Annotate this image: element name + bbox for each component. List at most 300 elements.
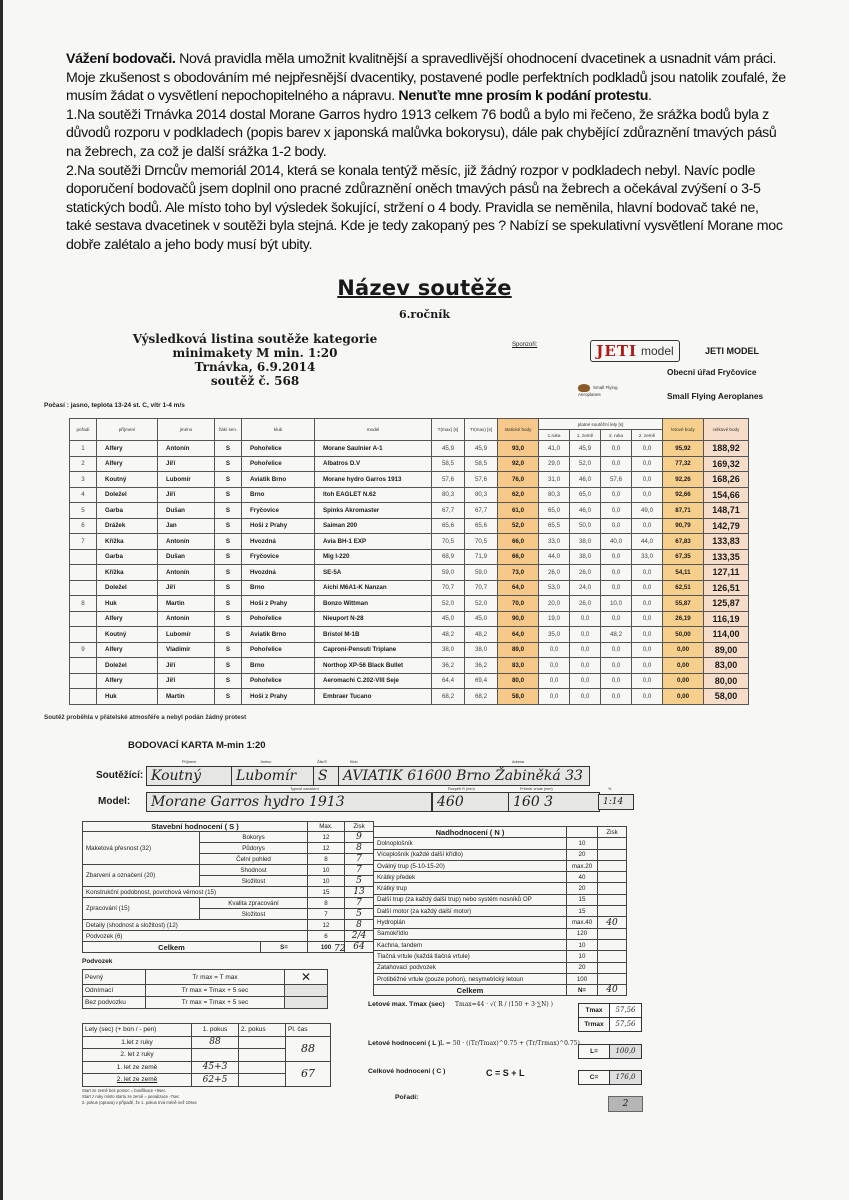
- bonus-row: Samokřídlo 120: [374, 928, 627, 939]
- result-cell: Jiří: [158, 487, 215, 503]
- result-cell: 57,6: [465, 472, 498, 488]
- result-cell: 48,2: [601, 627, 632, 643]
- result-cell: 70,5: [465, 534, 498, 550]
- result-cell: 125,87: [704, 596, 749, 612]
- result-cell: 38,0: [465, 642, 498, 658]
- static-gain-field[interactable]: 7: [345, 898, 374, 909]
- result-cell: Vladimír: [158, 642, 215, 658]
- result-row: [70, 549, 749, 565]
- result-cell: 76,0: [498, 472, 539, 488]
- flight-try2-field[interactable]: [239, 1061, 286, 1074]
- bonus-total-row: Celkem N= 40: [374, 985, 627, 996]
- result-cell: 70,7: [465, 580, 498, 596]
- result-cell: 0,0: [632, 642, 663, 658]
- result-cell: Jiří: [158, 580, 215, 596]
- result-cell: 0,0: [632, 627, 663, 643]
- result-cell: S: [215, 456, 242, 472]
- result-cell: 57,6: [432, 472, 465, 488]
- static-row: Konstrukční podobnost, povrchová věrnost (15) 15 13: [83, 887, 374, 898]
- result-cell: Hoši z Prahy: [242, 596, 315, 612]
- result-cell: 0,00: [663, 642, 704, 658]
- result-cell: Alfery: [97, 611, 158, 627]
- result-cell: 0,0: [539, 673, 570, 689]
- static-gain-field[interactable]: 7: [345, 865, 374, 876]
- bonus-total-field[interactable]: 40: [598, 985, 627, 996]
- result-cell: Lubomír: [158, 472, 215, 488]
- result-cell: Koutný: [97, 472, 158, 488]
- bonus-gain-field[interactable]: [598, 928, 627, 939]
- result-cell: Huk: [97, 596, 158, 612]
- undercarriage-checkbox[interactable]: [285, 997, 328, 1009]
- static-gain-field[interactable]: 2/4: [345, 931, 374, 942]
- result-cell: 52,0: [465, 596, 498, 612]
- result-cell: 0,0: [601, 518, 632, 534]
- result-cell: Jiří: [158, 456, 215, 472]
- result-cell: 133,83: [704, 534, 749, 550]
- result-cell: 2: [70, 456, 97, 472]
- result-cell: [70, 549, 97, 565]
- model-scale-field[interactable]: 1:14: [598, 794, 634, 810]
- result-cell: 90,79: [663, 518, 704, 534]
- result-cell: 0,00: [663, 689, 704, 705]
- result-cell: 49,0: [632, 503, 663, 519]
- result-cell: 44,0: [539, 549, 570, 565]
- result-row: [70, 689, 749, 705]
- result-cell: 80,00: [704, 673, 749, 689]
- valid-time-ground[interactable]: 67: [286, 1061, 331, 1086]
- c-value[interactable]: 176,0: [610, 1071, 641, 1084]
- placement-value[interactable]: 2: [608, 1096, 643, 1112]
- competitor-class-field[interactable]: S: [313, 766, 341, 786]
- result-cell: 0,0: [570, 611, 601, 627]
- result-cell: 0,0: [601, 549, 632, 565]
- static-total-correction: 72: [334, 944, 346, 954]
- bonus-gain-field[interactable]: [598, 939, 627, 950]
- valid-time-hand[interactable]: 88: [286, 1036, 331, 1061]
- result-cell: Garba: [97, 503, 158, 519]
- result-cell: 0,0: [632, 518, 663, 534]
- static-gain-field[interactable]: 8: [345, 920, 374, 931]
- result-row: [70, 487, 749, 503]
- total-score-formula: C = S + L: [486, 1068, 525, 1078]
- jeti-model-logo: JETI model: [590, 340, 680, 362]
- static-gain-field[interactable]: 13: [345, 887, 374, 898]
- result-cell: Martin: [158, 689, 215, 705]
- bonus-gain-field[interactable]: [598, 894, 627, 905]
- result-cell: 67,7: [465, 503, 498, 519]
- result-cell: 46,0: [570, 503, 601, 519]
- static-row: Půdorys 12 8: [83, 843, 374, 854]
- result-cell: Doležel: [97, 658, 158, 674]
- static-gain-field[interactable]: 5: [345, 909, 374, 920]
- result-row: [70, 658, 749, 674]
- result-cell: S: [215, 596, 242, 612]
- result-row: [70, 596, 749, 612]
- result-row: [70, 673, 749, 689]
- result-cell: 38,0: [570, 534, 601, 550]
- result-cell: S: [215, 518, 242, 534]
- static-gain-field[interactable]: 9: [345, 832, 374, 843]
- result-cell: Drážek: [97, 518, 158, 534]
- result-cell: 52,0: [498, 518, 539, 534]
- bonus-gain-field[interactable]: [598, 906, 627, 917]
- competition-title: Název soutěže: [337, 276, 512, 300]
- result-cell: Alfery: [97, 642, 158, 658]
- result-cell: 0,0: [632, 673, 663, 689]
- result-cell: Bonzo Wittman: [315, 596, 432, 612]
- static-row: Zbarvení a označení (20) Shodnost 10 7: [83, 865, 374, 876]
- result-cell: Pohořelice: [242, 441, 315, 457]
- result-cell: 0,0: [632, 658, 663, 674]
- result-cell: 44,0: [632, 534, 663, 550]
- tmax-formula: Tmax=44 · √( R / (150 + 3·∑N) ): [455, 1001, 553, 1008]
- result-cell: 35,0: [539, 627, 570, 643]
- result-cell: 1: [70, 441, 97, 457]
- static-total-field[interactable]: 64: [345, 942, 374, 953]
- result-row: [70, 534, 749, 550]
- result-cell: 6: [70, 518, 97, 534]
- result-cell: Alfery: [97, 441, 158, 457]
- letter-paragraph-2: 1.Na soutěži Trnávka 2014 dostal Morane Garros hydro 1913 celkem 76 bodů a bylo mi řečeno, že srážka bodů byla z důvodů rozporu v podkladech (popis barev x japonská malůvka bokorysu), dále pak chybějící zdůraznění tmavých pásů na žebrech, za což je další srážka 1-2 body.: [66, 106, 777, 160]
- small-flying-aeroplanes-logo: Small Flying Aeroplanes: [578, 385, 618, 397]
- competitor-name-field[interactable]: Lubomír: [231, 766, 315, 786]
- result-cell: Avia BH-1 EXP: [315, 534, 432, 550]
- undercarriage-row: Pevný Tr max = T max ✕: [83, 970, 328, 985]
- result-cell: 0,0: [632, 487, 663, 503]
- l-box: L= 100,0: [578, 1044, 642, 1059]
- result-cell: S: [215, 658, 242, 674]
- bonus-row: Protiběžné vrtule (pouze pohon), nesymetrický letoun 100: [374, 973, 627, 984]
- model-label: Model:: [98, 796, 131, 807]
- protest-letter: [66, 50, 786, 255]
- flight-try1-field[interactable]: [192, 1049, 239, 1062]
- result-cell: Fryčovice: [242, 503, 315, 519]
- result-cell: Albatros D.V: [315, 456, 432, 472]
- static-row: Zpracování (15) Kvalita zpracování 8 7: [83, 898, 374, 909]
- static-row: Detaily (shodnost a složitost) (12) 12 8: [83, 920, 374, 931]
- tmax-value[interactable]: 57,56: [610, 1004, 641, 1017]
- result-cell: Bristol M-1B: [315, 627, 432, 643]
- result-cell: 89,0: [498, 642, 539, 658]
- result-cell: Hvozdná: [242, 534, 315, 550]
- flight-try2-field[interactable]: [239, 1074, 286, 1087]
- salutation: Vážení bodovači.: [66, 51, 176, 67]
- result-cell: 0,0: [601, 456, 632, 472]
- bonus-row: Oválný trup (5-10-15-20) max.20: [374, 860, 627, 871]
- result-cell: Antonín: [158, 611, 215, 627]
- result-cell: 0,0: [570, 627, 601, 643]
- result-cell: 0,0: [632, 472, 663, 488]
- result-cell: 70,5: [432, 534, 465, 550]
- result-cell: 92,26: [663, 472, 704, 488]
- result-cell: Křížka: [97, 565, 158, 581]
- result-cell: Aeromachi C.202-VIII Seje: [315, 673, 432, 689]
- bonus-gain-field[interactable]: [598, 860, 627, 871]
- bonus-gain-field[interactable]: [598, 883, 627, 894]
- result-cell: 53,0: [539, 580, 570, 596]
- result-cell: Jiří: [158, 673, 215, 689]
- result-cell: Morane Saulnier A-1: [315, 441, 432, 457]
- result-cell: 67,83: [663, 534, 704, 550]
- flight-score-formula: L = 50 · ((Tr/Tmax)^0.75 + (Tr/Trmax)^0.75): [440, 1040, 580, 1047]
- result-cell: 0,0: [632, 689, 663, 705]
- bonus-gain-field[interactable]: [598, 849, 627, 860]
- result-cell: 83,00: [704, 658, 749, 674]
- result-cell: Hoši z Prahy: [242, 689, 315, 705]
- result-cell: 41,0: [539, 441, 570, 457]
- result-cell: 0,0: [601, 689, 632, 705]
- result-cell: 26,0: [570, 565, 601, 581]
- trmax-box: Trmax 57,56: [578, 1017, 642, 1032]
- result-row: [70, 580, 749, 596]
- l-value[interactable]: 100,0: [610, 1045, 641, 1058]
- result-cell: 80,0: [498, 673, 539, 689]
- result-cell: 61,0: [498, 503, 539, 519]
- result-cell: 64,4: [432, 673, 465, 689]
- flight-row: 1.let z ruky 88 88: [83, 1036, 331, 1049]
- flight-try2-field[interactable]: [239, 1036, 286, 1049]
- result-cell: Saiman 200: [315, 518, 432, 534]
- bonus-gain-field[interactable]: [598, 962, 627, 973]
- result-cell: 89,00: [704, 642, 749, 658]
- result-cell: 154,66: [704, 487, 749, 503]
- flight-try2-field[interactable]: [239, 1049, 286, 1062]
- result-cell: Doležel: [97, 580, 158, 596]
- result-cell: 48,2: [432, 627, 465, 643]
- result-cell: 0,0: [570, 689, 601, 705]
- result-cell: S: [215, 534, 242, 550]
- bonus-row: Krátký trup 20: [374, 883, 627, 894]
- result-cell: 87,71: [663, 503, 704, 519]
- result-cell: Koutný: [97, 627, 158, 643]
- bonus-gain-field[interactable]: 40: [598, 917, 627, 928]
- tmax-box: Tmax 57,56: [578, 1003, 642, 1018]
- result-cell: Martin: [158, 596, 215, 612]
- result-cell: S: [215, 689, 242, 705]
- result-cell: 0,00: [663, 673, 704, 689]
- flight-try1-field[interactable]: 45+3: [192, 1061, 239, 1074]
- result-cell: 71,9: [465, 549, 498, 565]
- result-cell: 168,26: [704, 472, 749, 488]
- edition: 6.ročník: [398, 308, 451, 321]
- result-cell: Hoši z Prahy: [242, 518, 315, 534]
- bonus-row: Dolnoplošník 10: [374, 838, 627, 849]
- sponsor-1: JETI MODEL: [705, 346, 760, 356]
- result-cell: 65,6: [432, 518, 465, 534]
- undercarriage-checkbox[interactable]: ✕: [285, 970, 328, 985]
- competitor-surname-field[interactable]: Koutný: [146, 766, 232, 786]
- result-cell: Aviatik Brno: [242, 472, 315, 488]
- result-cell: [70, 689, 97, 705]
- undercarriage-checkbox[interactable]: [285, 985, 328, 997]
- result-cell: 0,0: [539, 658, 570, 674]
- result-cell: 52,0: [570, 456, 601, 472]
- static-gain-field[interactable]: 7: [345, 854, 374, 865]
- result-cell: 68,2: [432, 689, 465, 705]
- result-cell: 0,0: [570, 673, 601, 689]
- flight-row: 2. let ze země 62+5: [83, 1074, 331, 1087]
- bonus-row: Víceplošník (každé další křídlo) 20: [374, 849, 627, 860]
- result-cell: Caproni-Pensuti Triplane: [315, 642, 432, 658]
- results-heading: Výsledková listina soutěže kategorie minimakety M min. 1:20 Trnávka, 6.9.2014 soutěž č. 568: [132, 332, 378, 388]
- result-cell: 188,92: [704, 441, 749, 457]
- result-cell: S: [215, 549, 242, 565]
- result-cell: 31,0: [539, 472, 570, 488]
- result-cell: Embraer Tucano: [315, 689, 432, 705]
- result-cell: 64,0: [498, 580, 539, 596]
- result-cell: S: [215, 565, 242, 581]
- sponsors-label: Sponzoři:: [512, 342, 538, 348]
- undercarriage-title: Podvozek: [82, 958, 113, 965]
- result-cell: 0,0: [601, 503, 632, 519]
- result-cell: [70, 580, 97, 596]
- result-cell: 3: [70, 472, 97, 488]
- competitor-club-address-field[interactable]: AVIATIK 61600 Brno Žabiněká 33: [338, 766, 590, 786]
- result-cell: 0,0: [601, 673, 632, 689]
- c-box: C= 176,0: [578, 1070, 642, 1085]
- static-gain-field[interactable]: 5: [345, 876, 374, 887]
- result-cell: 0,0: [601, 642, 632, 658]
- result-cell: Pohořelice: [242, 673, 315, 689]
- result-cell: S: [215, 472, 242, 488]
- result-cell: 142,79: [704, 518, 749, 534]
- result-cell: Fryčovice: [242, 549, 315, 565]
- result-cell: 0,0: [632, 565, 663, 581]
- result-cell: 48,2: [465, 627, 498, 643]
- result-cell: Brno: [242, 580, 315, 596]
- result-cell: Itoh EAGLET N.62: [315, 487, 432, 503]
- result-cell: 0,0: [632, 611, 663, 627]
- result-cell: 92,66: [663, 487, 704, 503]
- result-row: [70, 627, 749, 643]
- result-cell: 45,0: [465, 611, 498, 627]
- result-cell: [70, 673, 97, 689]
- result-cell: [70, 565, 97, 581]
- result-cell: 73,0: [498, 565, 539, 581]
- result-cell: S: [215, 580, 242, 596]
- result-cell: 33,0: [632, 549, 663, 565]
- result-cell: 133,35: [704, 549, 749, 565]
- bonus-gain-field[interactable]: [598, 951, 627, 962]
- result-cell: Dušan: [158, 549, 215, 565]
- score-card-title: BODOVACÍ KARTA M-min 1:20: [128, 740, 266, 751]
- result-cell: 45,9: [432, 441, 465, 457]
- result-cell: SE-5A: [315, 565, 432, 581]
- result-cell: Dušan: [158, 503, 215, 519]
- result-cell: 10,0: [601, 596, 632, 612]
- result-row: [70, 472, 749, 488]
- result-cell: 77,32: [663, 456, 704, 472]
- result-cell: 26,0: [539, 565, 570, 581]
- model-type-field[interactable]: Morane Garros hydro 1913: [146, 792, 432, 812]
- result-cell: S: [215, 503, 242, 519]
- result-cell: Lubomír: [158, 627, 215, 643]
- bonus-row: Tlačná vrtule (každá tlačná vrtule) 10: [374, 951, 627, 962]
- result-cell: Doležel: [97, 487, 158, 503]
- result-row: [70, 503, 749, 519]
- bonus-gain-field[interactable]: [598, 872, 627, 883]
- result-cell: 0,0: [632, 596, 663, 612]
- result-cell: 7: [70, 534, 97, 550]
- result-cell: 36,2: [432, 658, 465, 674]
- result-cell: S: [215, 487, 242, 503]
- result-cell: 65,0: [539, 503, 570, 519]
- result-cell: 114,00: [704, 627, 749, 643]
- result-cell: 59,0: [432, 565, 465, 581]
- result-cell: Aichi M6A1-K Nanzan: [315, 580, 432, 596]
- result-cell: 80,3: [539, 487, 570, 503]
- protest-warning: Nenuťte mne prosím k podání protestu: [394, 88, 649, 105]
- static-gain-field[interactable]: 8: [345, 843, 374, 854]
- result-cell: 62,51: [663, 580, 704, 596]
- flight-try1-field[interactable]: 88: [192, 1036, 239, 1049]
- static-row: Čelní pohled 8 7: [83, 854, 374, 865]
- result-cell: [70, 627, 97, 643]
- undercarriage-row: Odnímací Tr max = Tmax + 5 sec: [83, 985, 328, 997]
- result-cell: Antonín: [158, 565, 215, 581]
- result-cell: Alfery: [97, 456, 158, 472]
- flight-row: 2. let z ruky: [83, 1049, 331, 1062]
- flight-notes: Start ze země bez pomoc = bonifikace +5sec Start z ruky místo startu ze země = penalizace -7sec 2. pokus (oprava) v případě, že 1. pokus trvá méně než 10sec: [82, 1088, 197, 1105]
- result-cell: Křížka: [97, 534, 158, 550]
- result-cell: 68,2: [465, 689, 498, 705]
- result-cell: 127,11: [704, 565, 749, 581]
- result-cell: 67,35: [663, 549, 704, 565]
- result-cell: 0,0: [601, 487, 632, 503]
- result-cell: 70,7: [432, 580, 465, 596]
- competitor-label: Soutěžící:: [96, 770, 144, 781]
- static-row: Složitost 10 5: [83, 876, 374, 887]
- result-cell: 58,00: [704, 689, 749, 705]
- result-cell: Garba: [97, 549, 158, 565]
- flights-table: Lety (sec) (+ bon / - pen) 1. pokus 2. pokus Pl. čas 1.let z ruky 88 88 2. let z ruky 1. let ze země 45+3 67 2. let ze země 62+5: [82, 1023, 331, 1087]
- result-cell: Antonín: [158, 441, 215, 457]
- result-row: [70, 642, 749, 658]
- result-cell: 0,0: [632, 441, 663, 457]
- result-cell: Brno: [242, 658, 315, 674]
- bonus-gain-field[interactable]: [598, 973, 627, 984]
- result-cell: 8: [70, 596, 97, 612]
- result-cell: 80,3: [432, 487, 465, 503]
- result-cell: Nieuport N-28: [315, 611, 432, 627]
- model-span-field[interactable]: 460: [432, 792, 510, 812]
- result-cell: 40,0: [601, 534, 632, 550]
- result-cell: 0,0: [539, 642, 570, 658]
- sponsor-3: Small Flying Aeroplanes: [667, 391, 764, 401]
- flight-try1-field[interactable]: 62+5: [192, 1074, 239, 1087]
- result-cell: S: [215, 642, 242, 658]
- bonus-gain-field[interactable]: [598, 838, 627, 849]
- result-cell: 68,9: [432, 549, 465, 565]
- result-cell: 59,0: [465, 565, 498, 581]
- result-cell: 0,0: [601, 611, 632, 627]
- undercarriage-table: [82, 969, 328, 1009]
- result-cell: Morane hydro Garros 1913: [315, 472, 432, 488]
- result-cell: 9: [70, 642, 97, 658]
- bonus-row: Další trup (za každý další trup) nebo systém nosníků OP 15: [374, 894, 627, 905]
- bonus-row: Zatahovací podvozek 20: [374, 962, 627, 973]
- trmax-value[interactable]: 57,56: [610, 1018, 641, 1031]
- bonus-row: Další motor (za každý další motor) 15: [374, 906, 627, 917]
- result-cell: 50,0: [570, 518, 601, 534]
- result-cell: 80,3: [465, 487, 498, 503]
- model-propeller-field[interactable]: 160 3: [508, 792, 600, 812]
- result-cell: 95,92: [663, 441, 704, 457]
- result-cell: Spinks Akromaster: [315, 503, 432, 519]
- undercarriage-row: Bez podvozku Tr max = Tmax + 5 sec: [83, 997, 328, 1009]
- bonus-row: Krátký předek 40: [374, 872, 627, 883]
- result-cell: 116,19: [704, 611, 749, 627]
